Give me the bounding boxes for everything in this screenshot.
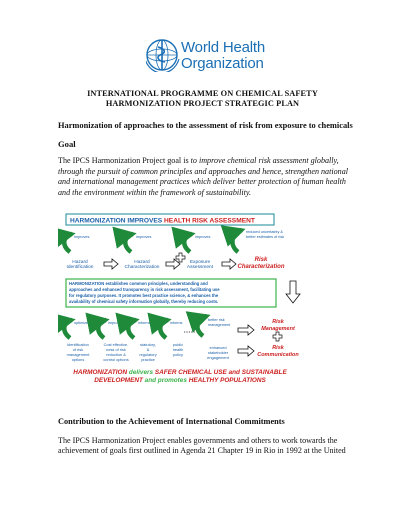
risk-communication-l2: Communication (257, 352, 299, 358)
bottom-w3: SAFER CHEMICAL USE and SUSTAINABLE (154, 369, 287, 376)
exposure-assessment-l1: Exposure (189, 260, 211, 265)
document-title-line1: INTERNATIONAL PROGRAMME ON CHEMICAL SAFETY (87, 89, 318, 98)
row2-c-l2: & (146, 347, 150, 352)
bottom-w1: HARMONIZATION (73, 369, 129, 376)
row2-b-l2: ness of risk (106, 347, 126, 352)
bottom-w6: promotes (157, 377, 189, 384)
hazard-characterization-l1: Hazard (134, 260, 150, 265)
arrow-label-improves: improves (136, 235, 152, 239)
enhanced-l3: engagement (207, 355, 229, 360)
who-logo-text (181, 40, 265, 72)
curved-arrow-icon (125, 234, 133, 252)
row2-a-l3: management (66, 352, 90, 357)
right-arrow-icon (166, 259, 180, 269)
arrow-label-management: management (208, 323, 231, 327)
enhanced-l1: enhanced (209, 345, 227, 350)
arrow-label-better-risk: better risk (208, 318, 225, 322)
down-arrow-icon (286, 281, 300, 303)
risk-communication-l1: Risk (272, 345, 284, 351)
goal-heading: Goal (58, 139, 76, 149)
curved-arrow-icon (184, 234, 192, 252)
hazard-identification-l2: Identification (66, 265, 94, 270)
arrow-label-improves: improves (108, 321, 124, 325)
right-arrow-icon (104, 259, 118, 269)
document-subtitle: Harmonization of approaches to the assessment of risk from exposure to chemicals (58, 121, 353, 130)
plus-icon (273, 332, 282, 341)
arrow-label-optimizes: optimizes (74, 321, 91, 325)
goal-lead: The IPCS Harmonization Project goal is (58, 156, 191, 165)
row2-a-l1: identification (67, 342, 89, 347)
bottom-w5: and (144, 377, 158, 384)
document-title-line2: HARMONIZATION PROJECT STRATEGIC PLAN (105, 99, 300, 108)
right-arrow-icon (238, 325, 254, 335)
plus-icon (176, 253, 185, 262)
goal-italic: to improve chemical risk assessment globally, through the pursuit of common principles and approaches and hence, strengthen national and international management practices which deliver better protection of human health and the environment within the framework of sustainability. (58, 156, 348, 197)
bottom-w7: HEALTHY POPULATIONS (188, 377, 266, 384)
arrow-label-informs: informs (138, 321, 151, 325)
right-arrow-icon (222, 259, 236, 269)
arrow-label-uncertainty: reduced uncertainty & (246, 230, 283, 234)
exposure-assessment-l2: Assessment (186, 265, 214, 270)
curved-arrow-icon (197, 316, 207, 336)
bottom-w2: delivers (128, 369, 155, 376)
risk-management-l2: Management (261, 326, 295, 332)
hazard-identification-l1: Hazard (72, 260, 88, 265)
bottom-statement-line2 (94, 377, 266, 384)
curved-arrow-icon (64, 234, 72, 252)
row2-b-l4: control options (103, 357, 129, 362)
contribution-heading: Contribution to the Achievement of International Commitments (58, 417, 285, 426)
logo-line1: World Health (181, 39, 266, 56)
curved-arrow-icon (98, 320, 106, 338)
row2-d-l3: policy (173, 352, 183, 357)
curved-arrow-icon (64, 320, 72, 338)
row2-b-l3: reduction & (106, 352, 126, 357)
risk-characterization-l2: Characterization (237, 264, 285, 270)
middle-box-line3: for regulatory purposes. It promotes best practice science, & enhances the (69, 293, 219, 298)
arrow-label-improves: improves (195, 235, 211, 239)
banner-part2: HEALTH RISK ASSESSMENT (164, 217, 255, 225)
right-arrow-icon (238, 346, 254, 356)
bottom-statement-line1 (73, 369, 287, 376)
row2-c-l3: regulatory (139, 352, 157, 357)
row2-a-l2: of risk (72, 347, 84, 352)
logo-line2: Organization (181, 55, 264, 72)
arrow-label-informs: informs (170, 321, 183, 325)
row2-b-l1: Cost effective- (103, 342, 129, 347)
harmonization-diagram (58, 206, 358, 402)
enhanced-l2: stakeholder (207, 350, 229, 355)
arrow-label-estimates: better estimates of risk (246, 235, 285, 239)
row2-a-l4: options (71, 357, 85, 362)
risk-characterization-l1: Risk (254, 257, 268, 263)
row2-d-l1: public (172, 342, 184, 347)
risk-management-l1: Risk (272, 319, 284, 325)
row2-d-l2: health (172, 347, 184, 352)
row2-c-l4: practice (141, 357, 155, 362)
goal-paragraph (58, 156, 358, 198)
hazard-characterization-l2: Characterization (124, 265, 160, 270)
banner-part1: HARMONIZATION IMPROVES (70, 217, 165, 225)
curved-arrow-icon (232, 230, 242, 252)
middle-box-line4: availability of chemical safety information globally, thereby reducing costs. (69, 299, 219, 304)
row2-c-l1: statutory, (140, 342, 156, 347)
middle-box-line1: HARMONIZATION establishes common principles, understanding and (69, 281, 208, 286)
arrow-label-improves: improves (74, 235, 90, 239)
middle-box-line2: approaches and enhanced transparency in risk assessment, facilitating use (69, 287, 220, 292)
bottom-w4: DEVELOPMENT (94, 377, 145, 384)
contribution-paragraph: The IPCS Harmonization Project enables governments and others to work towards the achievement of goals first outlined in Agenda 21 Chapter 19 in Rio in 1992 at the United (58, 436, 346, 456)
banner-text (70, 218, 255, 225)
curved-arrow-icon (128, 320, 136, 338)
curved-arrow-icon (160, 320, 168, 338)
